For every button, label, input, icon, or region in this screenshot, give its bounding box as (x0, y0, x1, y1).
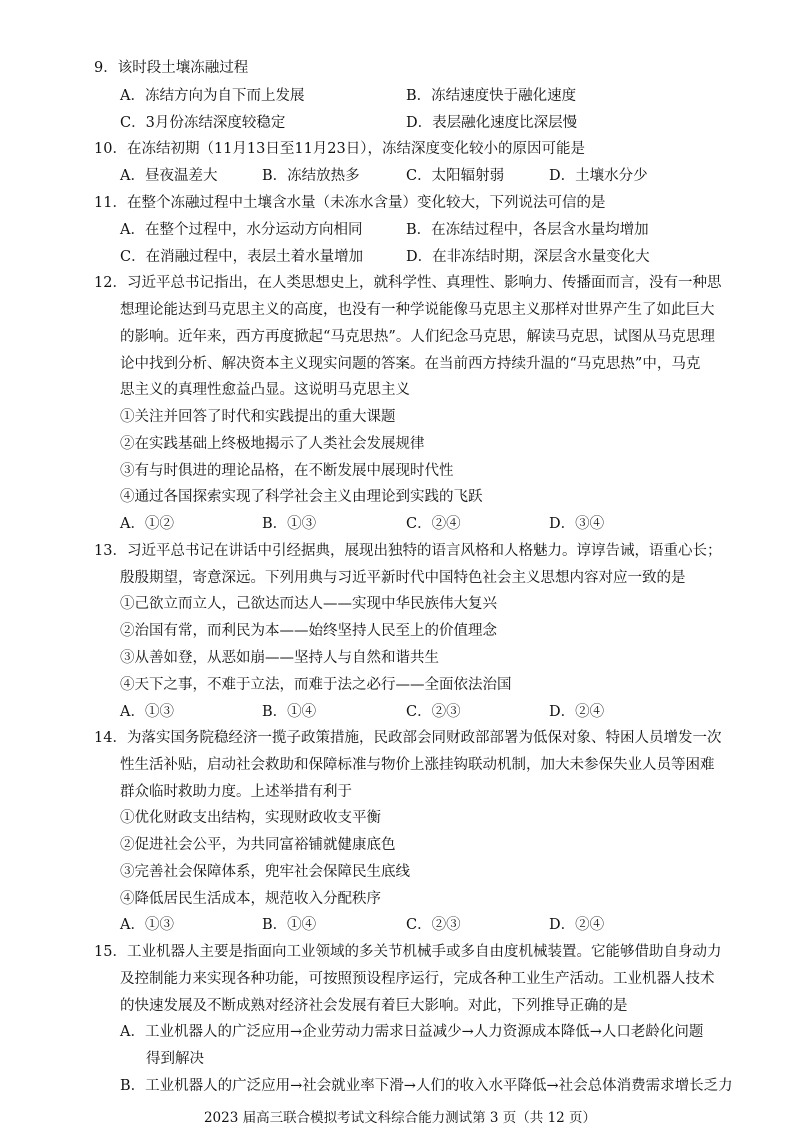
question-12-option-c: C．②④ (406, 516, 461, 532)
page-footer: 2023 届高三联合模拟考试文科综合能力测试第 3 页（共 12 页） (203, 1110, 597, 1126)
question-14-option-c: C．②③ (406, 917, 461, 933)
question-12-statement: ④通过各国探索实现了科学社会主义由理论到实践的飞跃 (120, 489, 483, 505)
question-14-statement: ①优化财政支出结构，实现财政收支平衡 (120, 810, 381, 826)
question-11-option-d: D．在非冻结时期，深层含水量变化大 (406, 249, 650, 265)
question-10-stem: 10．在冻结初期（11月13日至11月23日），冻结深度变化较小的原因可能是 (94, 141, 586, 157)
question-13-statement: ③从善如登，从恶如崩——坚持人与自然和谐共生 (120, 650, 439, 666)
question-13-stem-line: 殷殷期望，寄意深远。下列用典与习近平新时代中国特色社会主义思想内容对应一致的是 (120, 570, 686, 586)
question-14-stem-line: 群众临时救助力度。上述举措有利于 (120, 784, 352, 800)
question-14-option-d: D．②④ (549, 917, 605, 933)
question-12-stem-line: 的影响。近年来，西方再度掀起“马克思热”。人们纪念马克思，解读马克思，试图从马克思理 (120, 329, 715, 345)
question-12-option-d: D．③④ (549, 516, 605, 532)
question-13-option-d: D．②④ (549, 704, 605, 720)
question-13-option-b: B．①④ (262, 704, 317, 720)
question-13-statement: ④天下之事，不难于立法，而难于法之必行——全面依法治国 (120, 677, 512, 693)
question-9-option-b: B．冻结速度快于融化速度 (406, 88, 577, 104)
question-12-statement: ①关注并回答了时代和实践提出的重大课题 (120, 409, 396, 425)
question-12-statement: ③有与时俱进的理论品格，在不断发展中展现时代性 (120, 463, 454, 479)
question-13-statement: ②治国有常，而利民为本——始终坚持人民至上的价值理念 (120, 623, 497, 639)
question-10-option-d: D．土壤水分少 (549, 168, 648, 184)
question-12-stem-line: 12．习近平总书记指出，在人类思想史上，就科学性、真理性、影响力、传播面而言，没有一种思 (94, 275, 722, 291)
question-15-option-a-continued: 得到解决 (146, 1051, 204, 1067)
question-13-statement: ①己欲立而立人，己欲达而达人——实现中华民族伟大复兴 (120, 596, 497, 612)
question-15-stem-line: 的快速发展及不断成熟对经济社会发展有着巨大影响。对此，下列推导正确的是 (120, 998, 628, 1014)
question-14-statement: ④降低居民生活成本，规范收入分配秩序 (120, 891, 381, 907)
question-13-option-c: C．②③ (406, 704, 461, 720)
question-9-option-a: A．冻结方向为自下而上发展 (120, 88, 305, 104)
question-15-stem-line: 及控制能力来实现各种功能，可按照预设程序运行，完成各种工业生产活动。工业机器人技术 (120, 971, 715, 987)
question-14-option-a: A．①③ (120, 917, 174, 933)
question-9-stem: 9．该时段土壤冻融过程 (94, 60, 249, 76)
question-11-option-c: C．在消融过程中，表层土着水量增加 (120, 249, 364, 265)
question-14-statement: ②促进社会公平，为共同富裕铺就健康底色 (120, 837, 396, 853)
question-15-option-a: A．工业机器人的广泛应用→企业劳动力需求日益减少→人力资源成本降低→人口老龄化问题 (120, 1024, 704, 1040)
question-11-option-b: B．在冻结过程中，各层含水量均增加 (406, 222, 649, 238)
question-12-option-a: A．①② (120, 516, 174, 532)
question-11-stem: 11．在整个冻融过程中土壤含水量（未冻水含量）变化较大，下列说法可信的是 (94, 195, 606, 211)
question-13-stem-line: 13．习近平总书记在讲话中引经据典，展现出独特的语言风格和人格魅力。谆谆告诫，语重心长； (94, 543, 722, 559)
question-15-option-b: B．工业机器人的广泛应用→社会就业率下滑→人们的收入水平降低→社会总体消费需求增长乏力 (120, 1078, 733, 1094)
question-14-statement: ③完善社会保障体系，兜牢社会保障民生底线 (120, 864, 410, 880)
question-12-stem-line: 想理论能达到马克思主义的高度，也没有一种学说能像马克思主义那样对世界产生了如此巨大 (120, 302, 715, 318)
question-14-stem-line: 14．为落实国务院稳经济一揽子政策措施，民政部会同财政部部署为低保对象、特困人员增发一次 (94, 730, 722, 746)
question-12-stem-line: 思主义的真理性愈益凸显。这说明马克思主义 (120, 382, 410, 398)
question-10-option-b: B．冻结放热多 (262, 168, 360, 184)
question-10-option-c: C．太阳辐射弱 (406, 168, 505, 184)
question-12-statement: ②在实践基础上终极地揭示了人类社会发展规律 (120, 436, 425, 452)
question-14-option-b: B．①④ (262, 917, 317, 933)
question-13-option-a: A．①③ (120, 704, 174, 720)
question-15-stem-line: 15．工业机器人主要是指面向工业领域的多关节机械手或多自由度机械装置。它能够借助自身动力 (94, 944, 722, 960)
question-9-option-c: C．3月份冻结深度较稳定 (120, 115, 286, 131)
question-12-option-b: B．①③ (262, 516, 317, 532)
question-14-stem-line: 性生活补贴，启动社会救助和保障标准与物价上涨挂钩联动机制，加大未参保失业人员等困难 (120, 757, 715, 773)
question-11-option-a: A．在整个过程中，水分运动方向相同 (120, 222, 363, 238)
question-10-option-a: A．昼夜温差大 (120, 168, 218, 184)
question-9-option-d: D．表层融化速度比深层慢 (406, 115, 578, 131)
question-12-stem-line: 论中找到分析、解决资本主义现实问题的答案。在当前西方持续升温的“马克思热”中，马克 (120, 356, 701, 372)
